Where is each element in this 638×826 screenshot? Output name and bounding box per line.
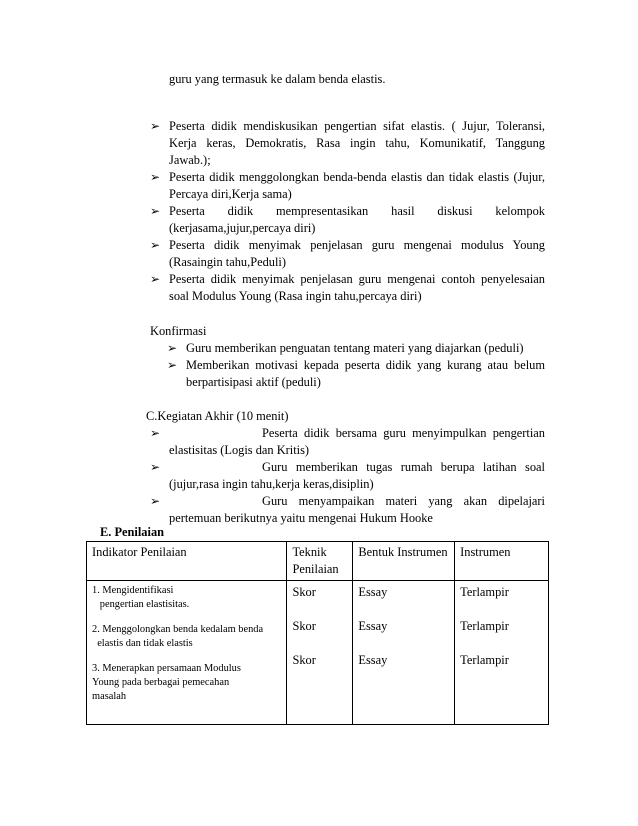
teknik-2: Skor	[292, 619, 316, 633]
indikator-2-line-1: 2. Menggolongkan benda kedalam benda	[92, 624, 264, 635]
teknik-1: Skor	[292, 585, 316, 599]
activity-1-line-1: Peserta didik mendiskusikan pengertian sifat elastis. ( Jujur, Toleransi,	[169, 119, 545, 133]
bentuk-2: Essay	[358, 619, 388, 633]
penilaian-heading: E. Penilaian	[100, 525, 165, 539]
indikator-3-line-1: 3. Menerapkan persamaan Modulus	[92, 663, 241, 674]
konfirmasi-item-2-line-2: berpartisipasi aktif (peduli)	[186, 375, 321, 389]
akhir-item-1-line-1: Peserta didik bersama guru menyimpulkan pengertian	[262, 426, 545, 440]
arrow-bullet-icon: ➢	[150, 460, 161, 474]
akhir-item-1-line-2: elastisitas (Logis dan Kritis)	[169, 443, 310, 457]
header-bentuk-instrumen: Bentuk Instrumen	[353, 542, 455, 581]
header-instrumen: Instrumen	[455, 542, 549, 581]
arrow-bullet-icon: ➢	[150, 170, 161, 184]
arrow-bullet-icon: ➢	[167, 341, 178, 355]
akhir-item-2-line-1: Guru memberikan tugas rumah berupa latihan soal	[262, 460, 545, 474]
header-teknik: Teknik Penilaian	[287, 542, 353, 581]
arrow-bullet-icon: ➢	[150, 238, 161, 252]
konfirmasi-heading: Konfirmasi	[150, 324, 207, 338]
activity-5-line-2: soal Modulus Young (Rasa ingin tahu,percaya diri)	[169, 289, 422, 303]
activity-2-line-2: Percaya diri,Kerja sama)	[169, 187, 292, 201]
akhir-item-3-line-1: Guru menyampaikan materi yang akan dipelajari	[262, 494, 545, 508]
bentuk-3: Essay	[358, 653, 388, 667]
activity-2-line-1: Peserta didik menggolongkan benda-benda elastis dan tidak elastis (Jujur,	[169, 170, 545, 184]
arrow-bullet-icon: ➢	[150, 119, 161, 133]
konfirmasi-item-2-line-1: Memberikan motivasi kepada peserta didik yang kurang atau belum	[186, 358, 545, 372]
indikator-1-line-1: 1. Mengidentifikasi	[92, 585, 174, 596]
instrumen-3: Terlampir	[460, 653, 509, 667]
indikator-cell	[87, 581, 287, 725]
continuation-line: guru yang termasuk ke dalam benda elastis.	[169, 72, 386, 86]
indikator-3-line-3: masalah	[92, 691, 127, 702]
arrow-bullet-icon: ➢	[167, 358, 178, 372]
activity-4-line-2: (Rasaingin tahu,Peduli)	[169, 255, 287, 269]
activity-3-line-1: Peserta didik mempresentasikan hasil diskusi kelompok	[169, 204, 545, 218]
header-indikator: Indikator Penilaian	[87, 542, 287, 581]
indikator-1-line-2: pengertian elastisitas.	[92, 599, 190, 610]
arrow-bullet-icon: ➢	[150, 272, 161, 286]
table-header-row	[87, 542, 549, 581]
indikator-2-line-2: elastis dan tidak elastis	[92, 638, 193, 649]
instrumen-1: Terlampir	[460, 585, 509, 599]
kegiatan-akhir-heading: C.Kegiatan Akhir (10 menit)	[146, 409, 289, 423]
teknik-cell	[287, 581, 353, 725]
activity-1-line-3: Jawab.);	[169, 153, 211, 167]
arrow-bullet-icon: ➢	[150, 426, 161, 440]
akhir-item-2-line-2: (jujur,rasa ingin tahu,kerja keras,disiplin)	[169, 477, 374, 491]
activity-5-line-1: Peserta didik menyimak penjelasan guru mengenai contoh penyelesaian	[169, 272, 545, 286]
table-row	[87, 581, 549, 725]
activity-4-line-1: Peserta didik menyimak penjelasan guru mengenai modulus Young	[169, 238, 545, 252]
indikator-3-line-2: Young pada berbagai pemecahan	[92, 677, 230, 688]
bentuk-cell	[353, 581, 455, 725]
akhir-item-3-line-2: pertemuan berikutnya yaitu mengenai Hukum Hooke	[169, 511, 433, 525]
activity-3-line-2: (kerjasama,jujur,percaya diri)	[169, 221, 316, 235]
activity-1-line-2: Kerja keras, Demokratis, Rasa ingin tahu, Komunikatif, Tanggung	[169, 136, 545, 150]
konfirmasi-item-1: Guru memberikan penguatan tentang materi yang diajarkan (peduli)	[186, 341, 524, 355]
instrumen-cell	[455, 581, 549, 725]
arrow-bullet-icon: ➢	[150, 204, 161, 218]
instrumen-2: Terlampir	[460, 619, 509, 633]
penilaian-table	[86, 541, 549, 725]
arrow-bullet-icon: ➢	[150, 494, 161, 508]
teknik-3: Skor	[292, 653, 316, 667]
bentuk-1: Essay	[358, 585, 388, 599]
